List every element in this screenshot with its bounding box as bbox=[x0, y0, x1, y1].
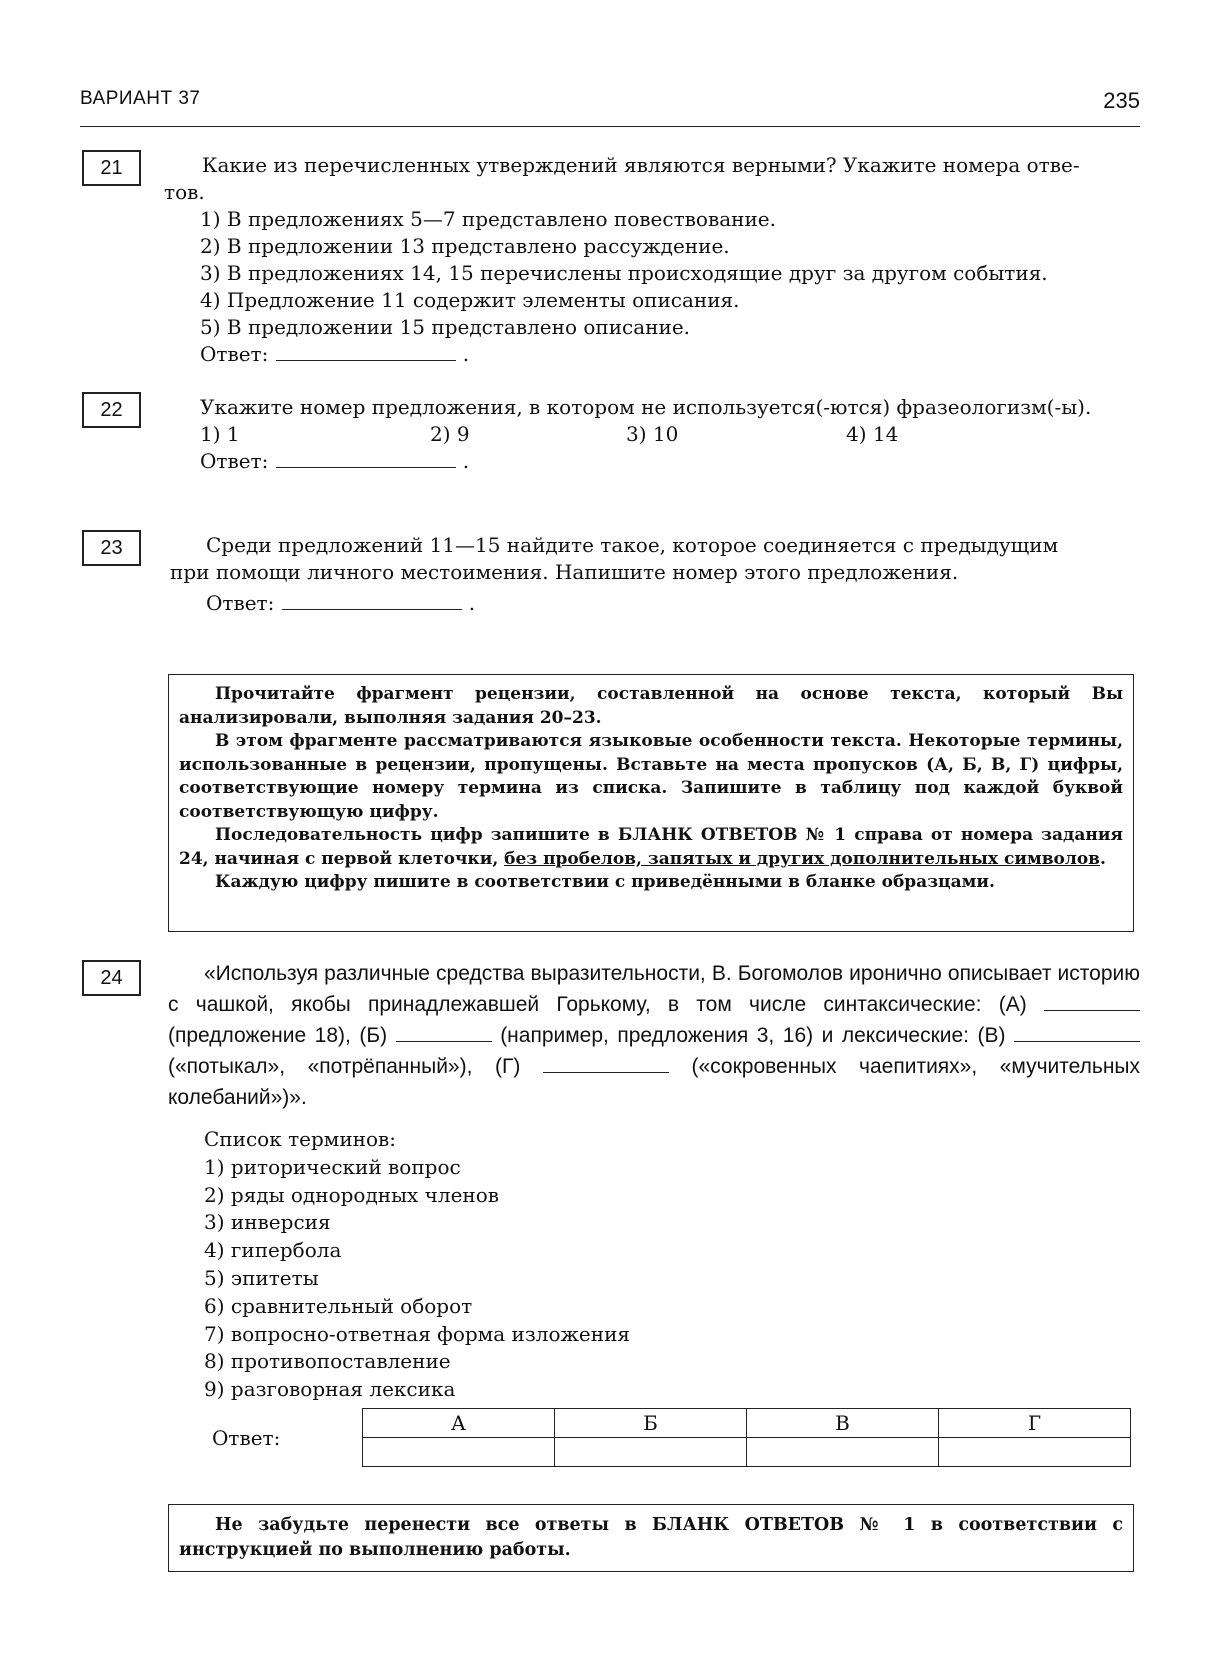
header-divider bbox=[80, 126, 1140, 127]
review-part: «Используя различные средства выразительности, В. Богомолов иронично описывает историю с чашкой, якобы принадлежавшей Горькому, в том числе синтаксические: (А) bbox=[168, 962, 1140, 1016]
instruction-paragraph: Прочитайте фрагмент рецензии, составленной на основе текста, который Вы анализировали, выполняя задания 20–23. bbox=[179, 684, 1123, 728]
list-item: 5) В предложении 15 представлено описание. bbox=[200, 315, 691, 339]
answer-label: Ответ: bbox=[200, 342, 269, 366]
list-item: 4) Предложение 11 содержит элементы описания. bbox=[200, 288, 740, 312]
term-item: 2) ряды однородных членов bbox=[204, 1182, 500, 1207]
question-line: Среди предложений 11—15 найдите такое, которое соединяется с предыдущим bbox=[206, 533, 1059, 557]
task-22 bbox=[80, 392, 1140, 482]
term-item: 6) сравнительный оборот bbox=[204, 1293, 473, 1318]
answer-field[interactable] bbox=[276, 453, 456, 468]
answer-field[interactable] bbox=[282, 595, 462, 610]
answer-cell-v[interactable] bbox=[747, 1438, 939, 1467]
instruction-paragraph: В этом фрагменте рассматриваются языковые особенности текста. Некоторые термины, использованные в рецензии, пропущены. Вставьте на места пропусков (А, Б, В, Г) цифры, соответствующие номеру термина из списка. Запишите в таблицу под каждой буквой соответствующую цифру. bbox=[179, 731, 1123, 822]
task-question bbox=[164, 152, 1140, 368]
term-item: 3) инверсия bbox=[204, 1210, 331, 1235]
instruction-paragraph bbox=[179, 824, 1123, 871]
answer-label: Ответ: bbox=[212, 1426, 281, 1450]
task-23 bbox=[80, 530, 1140, 615]
page-number: 235 bbox=[1103, 88, 1140, 113]
header-title: ВАРИАНТ 37 bbox=[80, 88, 201, 109]
answer-table bbox=[362, 1408, 1131, 1467]
answer-table-input-row bbox=[363, 1438, 1131, 1467]
answer-table-header: В bbox=[747, 1409, 939, 1438]
task-number-box: 23 bbox=[82, 530, 141, 566]
term-item: 5) эпитеты bbox=[204, 1265, 319, 1290]
blank-v[interactable] bbox=[1014, 1025, 1140, 1042]
task-question bbox=[170, 532, 1140, 617]
review-part: (предложение 18), (Б) bbox=[168, 1024, 388, 1047]
list-item: 2) В предложении 13 представлено рассуждение. bbox=[200, 234, 730, 258]
reminder-text: Не забудьте перенести все ответы в БЛАНК ОТВЕТОВ № 1 в соответствии с инструкцией по выполнению работы. bbox=[179, 1515, 1123, 1560]
instruction-text: Последовательность цифр запишите в БЛАНК ОТВЕТОВ № 1 справа от номера задания 24, начиная с первой клеточки, bbox=[179, 825, 1123, 869]
task-number-box: 22 bbox=[82, 392, 141, 428]
blank-a[interactable] bbox=[1044, 994, 1140, 1011]
review-text bbox=[168, 958, 1140, 1113]
option: 4) 14 bbox=[846, 422, 899, 446]
review-part: (например, предложения 3, 16) и лексические: (В) bbox=[500, 1024, 1006, 1047]
instruction-underlined: без пробелов, запятых и других дополнительных символов bbox=[504, 848, 1100, 869]
answer-row: Ответ: . bbox=[206, 591, 476, 615]
answer-cell-b[interactable] bbox=[555, 1438, 747, 1467]
answer-table-header: Б bbox=[555, 1409, 747, 1438]
term-item: 8) противопоставление bbox=[204, 1349, 451, 1374]
option: 1) 1 bbox=[200, 422, 240, 446]
task-number-box: 24 bbox=[82, 960, 141, 996]
terms-list bbox=[204, 1126, 1140, 1404]
answer-cell-a[interactable] bbox=[363, 1438, 555, 1467]
question-line: Укажите номер предложения, в котором не используется(-ются) фразеологизм(-ы). bbox=[200, 395, 1092, 419]
task-24 bbox=[80, 958, 1140, 1478]
instruction-box bbox=[168, 674, 1134, 932]
term-item: 1) риторический вопрос bbox=[204, 1154, 461, 1179]
task-21 bbox=[80, 150, 1140, 365]
list-item: 1) В предложениях 5—7 представлено повествование. bbox=[200, 207, 776, 231]
instruction-text: . bbox=[1100, 848, 1106, 869]
question-line: Какие из перечисленных утверждений являются верными? Укажите номера отве- bbox=[202, 153, 1080, 177]
task-number-box: 21 bbox=[82, 150, 141, 186]
option: 2) 9 bbox=[430, 422, 470, 446]
question-line: при помощи личного местоимения. Напишите номер этого предложения. bbox=[170, 560, 959, 584]
review-part: («потыкал», «потрёпанный»), (Г) bbox=[168, 1055, 521, 1078]
answer-row: Ответ: . bbox=[200, 449, 470, 473]
instruction-paragraph: Каждую цифру пишите в соответствии с приведёнными в бланке образцами. bbox=[215, 872, 995, 892]
list-item: 3) В предложениях 14, 15 перечислены происходящие друг за другом события. bbox=[200, 261, 1048, 285]
answer-table-header: Г bbox=[939, 1409, 1131, 1438]
answer-field[interactable] bbox=[276, 346, 456, 361]
answer-options bbox=[200, 421, 1140, 448]
term-item: 9) разговорная лексика bbox=[204, 1377, 456, 1402]
term-item: 7) вопросно-ответная форма изложения bbox=[204, 1321, 631, 1346]
reminder-box bbox=[168, 1504, 1134, 1572]
blank-g[interactable] bbox=[543, 1056, 669, 1073]
task-question bbox=[200, 394, 1140, 475]
answer-label: Ответ: bbox=[206, 591, 275, 615]
answer-table-header: А bbox=[363, 1409, 555, 1438]
answer-table-header-row bbox=[363, 1409, 1131, 1438]
term-item: 4) гипербола bbox=[204, 1238, 342, 1263]
answer-cell-g[interactable] bbox=[939, 1438, 1131, 1467]
answer-row: Ответ: . bbox=[200, 342, 470, 366]
terms-title: Список терминов: bbox=[204, 1127, 397, 1151]
blank-b[interactable] bbox=[396, 1025, 492, 1042]
review-part: («сокровенных чаепитиях», «мучительных колебаний»)». bbox=[168, 1055, 1141, 1109]
answer-label: Ответ: bbox=[200, 449, 269, 473]
question-line: тов. bbox=[164, 180, 205, 204]
option: 3) 10 bbox=[626, 422, 679, 446]
